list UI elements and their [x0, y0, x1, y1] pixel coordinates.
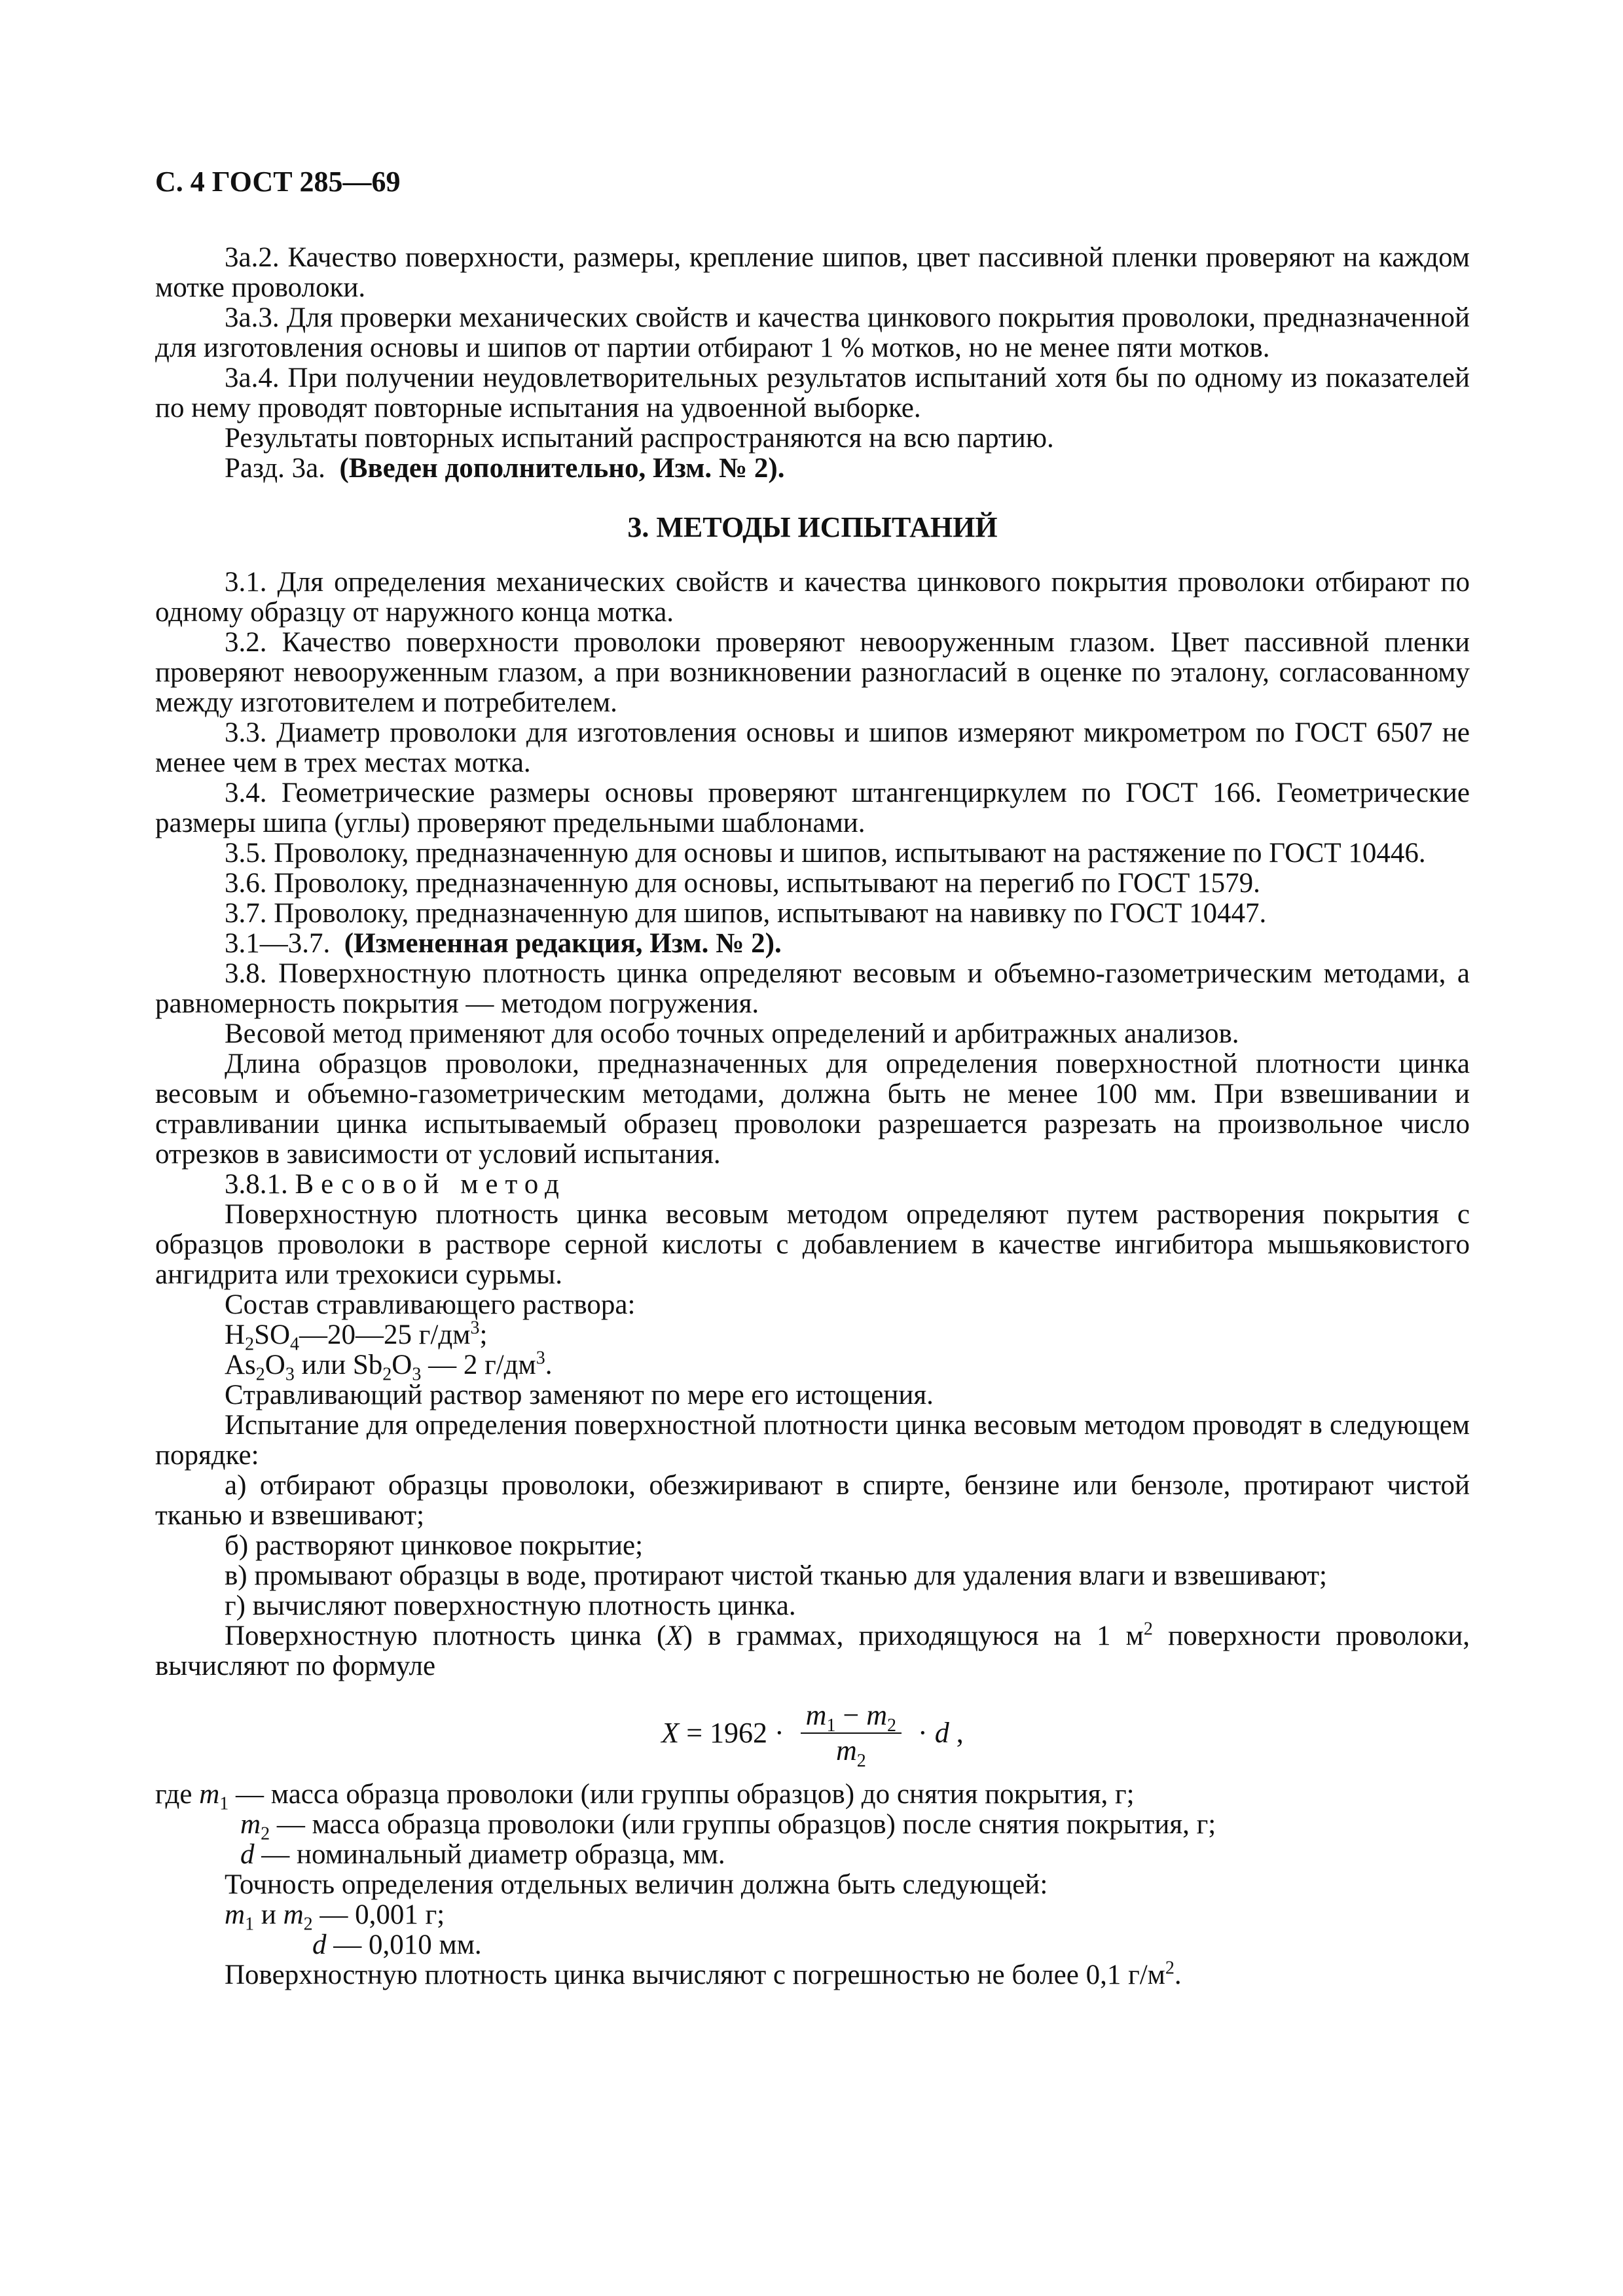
paragraph-3a2: 3а.2. Качество поверхности, размеры, крепление шипов, цвет пассивной пленки проверяют на каждом мотке проволоки.	[155, 242, 1470, 303]
paragraph-3-4: 3.4. Геометрические размеры основы проверяют штангенциркулем по ГОСТ 166. Геометрические размеры шипа (углы) проверяют предельными шаблонами.	[155, 778, 1470, 838]
amendment-prefix: 3.1—3.7.	[225, 928, 331, 959]
amendment-text: (Введен дополнительно, Изм. № 2).	[339, 453, 785, 484]
step-v: в) промывают образцы в воде, протирают чистой тканью для удаления влаги и взвешивают;	[225, 1560, 1327, 1591]
solution-replace: Стравливающий раствор заменяют по мере его истощения.	[225, 1380, 934, 1410]
amendment-note-3a	[155, 454, 1470, 484]
formula: X = 1962 · $\frac{m_1 - m_2}{m_2}$ · d ,	[661, 1699, 964, 1771]
where-d: d — номинальный диаметр образца, мм.	[240, 1839, 725, 1870]
subsection-number: 3.8.1.	[225, 1169, 288, 1200]
formula-fraction: $\frac{m_1 - m_2}{m_2}$	[801, 1701, 902, 1765]
subsection-title: Весовой метод	[295, 1169, 566, 1200]
chemical-line-1: $H_2SO_4—20—25$ $г/дм^3$;	[225, 1318, 488, 1355]
calc-intro: Поверхностную плотность цинка (X) в граммах, приходящуюся на 1 $м^2$ поверхности проволоки, вычисляют по формуле	[155, 1619, 1470, 1681]
paragraph-3a3: 3а.3. Для проверки механических свойств и качества цинкового покрытия проволоки, предназначенной для изготовления основы и шипов от партии отбирают 1 % мотков, но не менее пяти мотков.	[155, 302, 1470, 363]
paragraph-3-8-length: Длина образцов проволоки, предназначенных для определения поверхностной плотности цинка весовым и объемно-газометрическим методами, должна быть не менее 100 мм. При взвешивании и стравливании цинка испытываемый образец проволоки разрешается разрезать на произвольное число отрезков в зависимости от условий испытания.	[155, 1049, 1470, 1170]
precision-d: d — 0,010 мм.	[312, 1929, 482, 1960]
paragraph-3-8-weight: Весовой метод применяют для особо точных определений и арбитражных анализов.	[225, 1018, 1239, 1049]
precision-m: $m_1$ и $m_2$ — 0,001 г;	[225, 1899, 445, 1935]
amendment-text: (Измененная редакция, Изм. № 2).	[344, 928, 782, 959]
paragraph-3-6: 3.6. Проволоку, предназначенную для основы, испытывают на перегиб по ГОСТ 1579.	[225, 868, 1260, 899]
page-header: С. 4 ГОСТ 285—69	[155, 166, 401, 198]
where-m1: где $m_1$ — масса образца проволоки (или группы образцов) до снятия покрытия, г;	[155, 1779, 1135, 1814]
where-m2: $m_2$ — масса образца проволоки (или группы образцов) после снятия покрытия, г;	[240, 1809, 1216, 1844]
precision-intro: Точность определения отдельных величин должна быть следующей:	[225, 1869, 1048, 1900]
paragraph-3a4: 3а.4. При получении неудовлетворительных результатов испытаний хотя бы по одному из показателей по нему проводят повторные испытания на удвоенной выборке.	[155, 363, 1470, 423]
paragraph-3-7: 3.7. Проволоку, предназначенную для шипов, испытывают на навивку по ГОСТ 10447.	[225, 898, 1267, 929]
amendment-prefix: Разд. 3а.	[225, 453, 325, 484]
paragraph-3-8: 3.8. Поверхностную плотность цинка определяют весовым и объемно-газометрическим методами, а равномерность покрытия — методом погружения.	[155, 958, 1470, 1019]
solution-composition: Состав стравливающего раствора:	[225, 1289, 636, 1320]
paragraph-3-5: 3.5. Проволоку, предназначенную для основы и шипов, испытывают на растяжение по ГОСТ 10446.	[225, 838, 1426, 869]
chemical-line-2: $As_2O_3$ или $Sb_2O_3$ — 2 $г/дм^3$.	[225, 1348, 553, 1385]
paragraph-3-2: 3.2. Качество поверхности проволоки проверяют невооруженным глазом. Цвет пассивной пленки проверяют невооруженным глазом, а при возникновении разногласий в оценке по эталону, согласованному между изготовителем и потребителем.	[155, 627, 1470, 718]
paragraph-3-1: 3.1. Для определения механических свойств и качества цинкового покрытия проволоки отбирают по одному образцу от наружного конца мотка.	[155, 567, 1470, 628]
paragraph-3-8-1: Поверхностную плотность цинка весовым методом определяют путем растворения покрытия с образцов проволоки в растворе серной кислоты с добавлением в качестве ингибитора мышьяковистого ангидрита или трехокиси сурьмы.	[155, 1199, 1470, 1290]
document-content	[155, 167, 1470, 1990]
section-title: 3. МЕТОДЫ ИСПЫТАНИЙ	[627, 511, 998, 543]
step-g: г) вычисляют поверхностную плотность цинка.	[225, 1590, 796, 1621]
paragraph-3a4-result: Результаты повторных испытаний распространяются на всю партию.	[225, 423, 1054, 454]
subsection-3-8-1	[155, 1170, 1470, 1200]
final-accuracy: Поверхностную плотность цинка вычисляют с погрешностью не более 0,1 $г/м^2$.	[225, 1958, 1182, 1990]
test-order: Испытание для определения поверхностной плотности цинка весовым методом проводят в следующем порядке:	[155, 1410, 1470, 1471]
step-b: б) растворяют цинковое покрытие;	[225, 1530, 644, 1561]
amendment-note-3-1-3-7	[155, 929, 1470, 959]
paragraph-3-3: 3.3. Диаметр проволоки для изготовления основы и шипов измеряют микрометром по ГОСТ 6507 не менее чем в трех местах мотка.	[155, 717, 1470, 778]
step-a: а) отбирают образцы проволоки, обезжиривают в спирте, бензине или бензоле, протирают чистой тканью и взвешивают;	[155, 1470, 1470, 1531]
